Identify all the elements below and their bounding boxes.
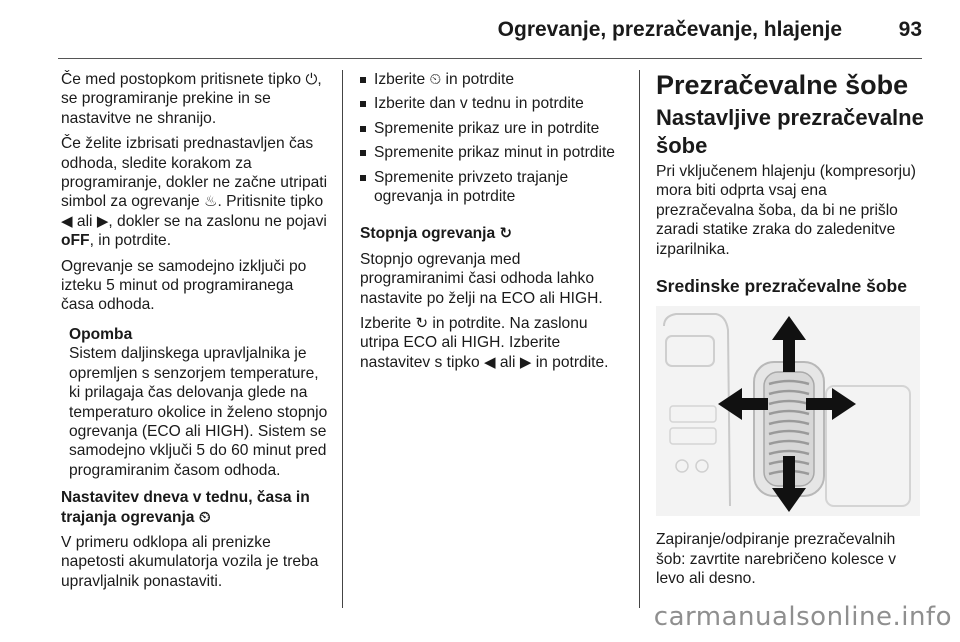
paragraph: V primeru odklopa ali prenizke napetosti akumulatorja vozila je treba upravljalnik ponastaviti. xyxy=(61,533,319,590)
column-right xyxy=(656,70,924,595)
list-item: Izberite ⏲ in potrdite xyxy=(360,70,628,89)
paragraph: Pri vključenem hlajenju (kompresorju) mora biti odprta vsaj ena prezračevalna šoba, da bi ne prišlo zaradi statike zraka do zaledenitve izparilnika. xyxy=(656,163,916,258)
watermark: carmanualsonline.info xyxy=(653,602,952,632)
off-label: oFF xyxy=(61,232,90,250)
paragraph: Če želite izbrisati prednastavljen čas odhoda, sledite korakom za programiranje, dokler ne začne utripati simbol za ogrevanje ♨. Pritisnite tipko ◀ ali ▶, dokler se na zaslonu ne pojavi oFF, in potrdite. xyxy=(61,135,328,250)
list-item: Izberite dan v tednu in potrdite xyxy=(360,94,628,113)
paragraph: Če med postopkom pritisnete tipko ⏻, se programiranje prekine in se nastavitve ne shranijo. xyxy=(61,71,322,127)
subheading: Nastavitev dneva v tednu, časa in trajanja ogrevanja ⏲ xyxy=(61,489,310,526)
header-rule xyxy=(58,58,922,59)
seat-heating-icon: ♨ xyxy=(204,193,218,211)
subsection-title: Sredinske prezračevalne šobe xyxy=(656,276,907,297)
note-title: Opomba xyxy=(69,325,133,343)
heat-level-icon: ↻ xyxy=(499,225,513,243)
steps-list xyxy=(360,70,628,206)
note-text: Sistem daljinskega upravljalnika je opremljen s senzorjem temperature, ki prilagaja čas delovanja glede na temperaturo okolice in želeno stopnjo ogrevanja (ECO ali HIGH). Sistem se samodejno vključi 5 do 60 minut pred programiranim časom odhoda. xyxy=(69,345,328,479)
section-title: Prezračevalne šobe xyxy=(656,70,909,100)
air-vent-drawing xyxy=(656,306,920,516)
air-vent-illustration xyxy=(656,306,920,516)
right-arrow-icon: ▶ xyxy=(96,212,109,230)
section-subtitle: Nastavljive prezračevalne šobe xyxy=(656,105,924,158)
right-arrow-icon: ▶ xyxy=(519,353,532,371)
list-item: Spremenite prikaz ure in potrdite xyxy=(360,119,628,138)
power-icon: ⏻ xyxy=(305,71,318,88)
heat-level-icon: ↻ xyxy=(415,315,429,333)
note-box xyxy=(69,325,329,480)
page-number: 93 xyxy=(898,18,922,41)
timer-icon: ⏲ xyxy=(429,71,442,88)
column-divider xyxy=(342,70,343,608)
paragraph: Stopnjo ogrevanja med programiranimi časi odhoda lahko nastavite po želji na ECO ali HIGH. xyxy=(360,250,603,307)
paragraph: Ogrevanje se samodejno izključi po izteku 5 minut od programiranega časa odhoda. xyxy=(61,257,307,314)
left-arrow-icon: ◀ xyxy=(483,353,496,371)
subheading: Stopnja ogrevanja ↻ xyxy=(360,225,513,243)
page-header xyxy=(0,18,960,48)
paragraph: Izberite ↻ in potrdite. Na zaslonu utripa ECO ali HIGH. Izberite nastavitev s tipko ◀ ali ▶ in potrdite. xyxy=(360,315,609,371)
header-title: Ogrevanje, prezračevanje, hlajenje xyxy=(497,18,842,41)
figure-caption: Zapiranje/odpiranje prezračevalnih šob: zavrtite narebričeno kolesce v levo ali desno. xyxy=(656,531,897,588)
timer-icon: ⏲ xyxy=(198,508,211,526)
list-item: Spremenite privzeto trajanje ogrevanja in potrdite xyxy=(360,168,628,207)
list-item: Spremenite prikaz minut in potrdite xyxy=(360,143,628,162)
left-arrow-icon: ◀ xyxy=(61,212,73,230)
column-divider xyxy=(639,70,640,608)
column-middle xyxy=(360,70,628,378)
column-left xyxy=(61,70,329,597)
